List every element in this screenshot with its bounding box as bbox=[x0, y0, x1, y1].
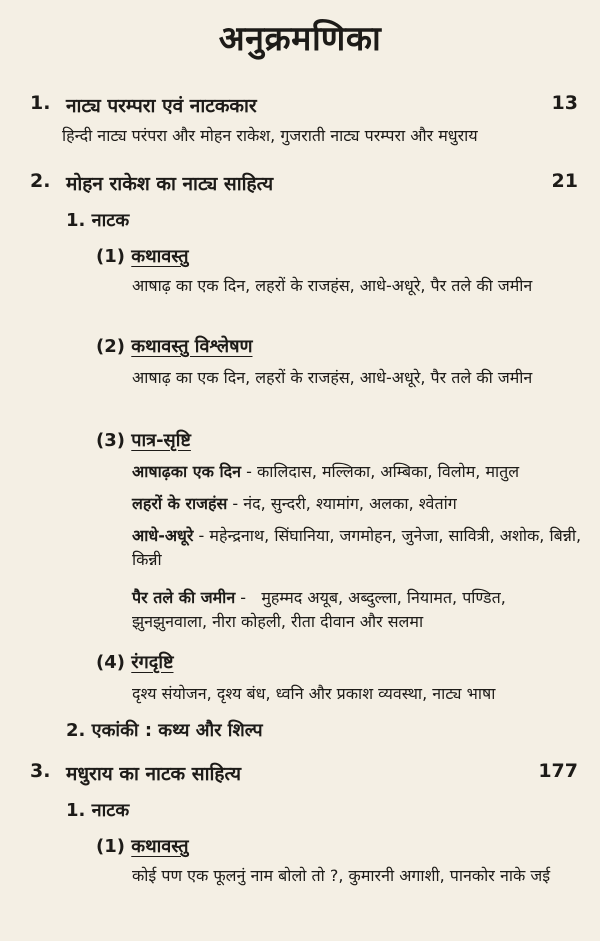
play-name: पैर तले की जमीन bbox=[132, 588, 236, 607]
chapter-page: 13 bbox=[551, 92, 578, 114]
chapter-title: मधुराय का नाटक साहित्य bbox=[66, 763, 242, 785]
section-text: दृश्य संयोजन, दृश्य बंध, ध्वनि और प्रकाश व्यवस्था, नाट्य भाषा bbox=[132, 684, 496, 703]
chapter-number: 1. bbox=[30, 92, 51, 114]
separator: - bbox=[227, 494, 244, 513]
separator: - bbox=[240, 462, 257, 481]
subsection-natak: 1. नाटक bbox=[66, 210, 130, 231]
section-kathavastu bbox=[96, 244, 189, 268]
play-name: लहरों के राजहंस bbox=[132, 494, 228, 513]
chapter-1-summary: हिन्दी नाट्य परंपरा और मोहन राकेश, गुजराती नाट्य परम्परा और मधुराय bbox=[62, 126, 478, 145]
play-name: आधे-अधूरे bbox=[132, 526, 194, 545]
separator: - bbox=[193, 526, 210, 545]
subsection-natak: 1. नाटक bbox=[66, 800, 130, 821]
section-number: (1) bbox=[96, 246, 125, 267]
character-names: कालिदास, मल्लिका, अम्बिका, विलोम, मातुल bbox=[256, 462, 520, 481]
play-name: आषाढ़का एक दिन bbox=[132, 462, 241, 481]
section-patra-srishti bbox=[96, 428, 191, 452]
section-kathavastu bbox=[96, 834, 189, 858]
chapter-number: 2. bbox=[30, 170, 51, 192]
section-number: (1) bbox=[96, 836, 125, 857]
section-title: कथावस्तु विश्लेषण bbox=[131, 336, 253, 357]
character-entry bbox=[132, 586, 582, 634]
subsection-ekanki: 2. एकांकी : कथ्य और शिल्प bbox=[66, 720, 263, 741]
character-names: महेन्द्रनाथ, सिंघानिया, जगमोहन, जुनेजा, सावित्री, अशोक, बिन्नी, किन्नी bbox=[132, 526, 582, 569]
character-entry bbox=[132, 492, 582, 516]
character-entry bbox=[132, 460, 582, 484]
section-title: रंगदृष्टि bbox=[131, 652, 174, 673]
separator: - bbox=[235, 588, 262, 607]
character-names: मुहम्मद अयूब, अब्दुल्ला, नियामत, पण्डित, झुनझुनवाला, नीरा कोहली, रीता दीवान और सलमा bbox=[132, 588, 506, 631]
section-text: कोई पण एक फूलनुं नाम बोलो तो ?, कुमारनी अगाशी, पानकोर नाके जई bbox=[132, 866, 551, 885]
character-entry bbox=[132, 524, 582, 572]
section-title: पात्र-सृष्टि bbox=[131, 430, 191, 451]
chapter-title: नाट्य परम्परा एवं नाटककार bbox=[66, 95, 257, 117]
section-number: (2) bbox=[96, 336, 125, 357]
chapter-title: मोहन राकेश का नाट्य साहित्य bbox=[66, 173, 274, 195]
section-title: कथावस्तु bbox=[131, 246, 189, 267]
section-number: (4) bbox=[96, 652, 125, 673]
section-text: आषाढ़ का एक दिन, लहरों के राजहंस, आधे-अधूरे, पैर तले की जमीन bbox=[132, 276, 533, 295]
section-title: कथावस्तु bbox=[131, 836, 189, 857]
page-title: अनुक्रमणिका bbox=[218, 19, 382, 59]
section-kathavastu-vishleshan bbox=[96, 334, 253, 358]
chapter-page: 177 bbox=[538, 760, 578, 782]
section-number: (3) bbox=[96, 430, 125, 451]
chapter-page: 21 bbox=[551, 170, 578, 192]
character-names: नंद, सुन्दरी, श्यामांग, अलका, श्वेतांग bbox=[243, 494, 457, 513]
section-text: आषाढ़ का एक दिन, लहरों के राजहंस, आधे-अधूरे, पैर तले की जमीन bbox=[132, 368, 533, 387]
chapter-number: 3. bbox=[30, 760, 51, 782]
section-rangdrishti bbox=[96, 650, 174, 674]
